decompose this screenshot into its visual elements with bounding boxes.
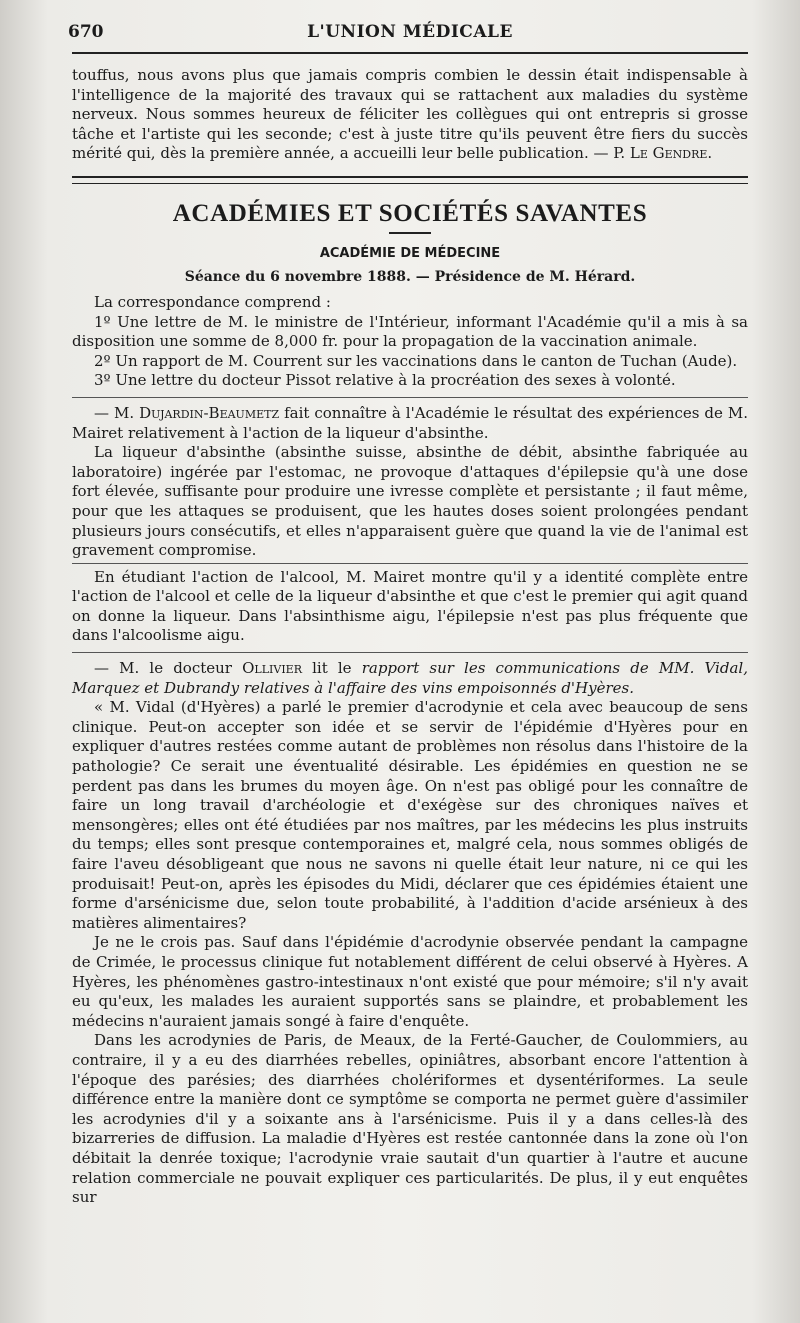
absinthe-paragraph: La liqueur d'absinthe (absinthe suisse, absinthe de débit, absinthe fabriquée au laboratoire) ingérée par l'estomac, ne provoque d'attaques d'épilepsie qu'à une dose fort élevée, suffisante pour produire une ivresse complète et persistante ; il faut même, pour que les attaques se produisent, que les hautes doses soient prolongées pendant plusieurs jours consécutifs, et elles n'apparaisent guère que quand la vie de l'animal est gravement compromise.	[72, 443, 748, 560]
dujardin-lead: — M.	[94, 403, 135, 422]
dujardin-name: Dujardin-Beaumetz	[139, 403, 280, 422]
section-title: ACADÉMIES ET SOCIÉTÉS SAVANTES	[172, 199, 648, 227]
ollivier-mid: lit le	[312, 659, 352, 678]
running-title: L'UNION MÉDICALE	[307, 22, 513, 42]
page-number: 670	[68, 22, 104, 42]
correspondance-item: 2º Un rapport de M. Courrent sur les vaccinations dans le canton de Tuchan (Aude).	[94, 351, 738, 370]
report-paragraph: « M. Vidal (d'Hyères) a parlé le premier d'acrodynie et cela avec beaucoup de sens clinique. Peut-on accepter son idée et se servir de l'épidémie d'Hyères pour en expliquer d'autres restées comme autant de problèmes non résolus dans l'histoire de la pathologie? Ce serait une éventualité désirable. Les épidémies en question ne se perdent pas dans les brumes du moyen âge. On n'est pas obligé pour les connaître de faire un long travail d'archéologie et d'exégèse sur des chroniques naïves et mensongères; elles ont été étudiées par nos maîtres, par les médecins les plus instruits du temps; elles sont presque contemporaines et, malgré cela, nous sommes obligés de faire l'aveu désobligeant que nous ne savons ni quelle était leur nature, ni ce qui les produisait! Peut-on, après les épisodes du Midi, déclarer que ces épidémies étaient une forme d'arsénicisme due, selon toute probabilité, à l'addition d'acide arsénieux à des matières alimentaires?	[72, 698, 748, 932]
section-divider	[72, 176, 748, 184]
dujardin-paragraph	[72, 404, 748, 443]
ollivier-paragraph	[72, 659, 748, 698]
dujardin-text: fait connaître à l'Académie le résultat des expériences de M. Mairet relativement à l'action de la liqueur d'absinthe.	[72, 403, 748, 442]
correspondance-item: 1º Une lettre de M. le ministre de l'Intérieur, informant l'Académie qu'il a mis à sa disposition une somme de 8,000 fr. pour la propagation de la vaccination animale.	[72, 312, 748, 351]
correspondance-heading: La correspondance comprend :	[94, 292, 331, 311]
ollivier-report-title: rapport sur les communications de MM. Vidal, Marquez et Dubrandy relatives à l'affaire des vins empoisonnés d'Hyères.	[72, 659, 748, 697]
intro-text: touffus, nous avons plus que jamais compris combien le dessin était indispensable à l'intelligence de la majorité des travaux qui se rattachent aux maladies du système nerveux. Nous sommes heureux de féliciter les collègues qui ont entrepris si grosse tâche et l'artiste qui les seconde; c'est à juste titre qu'ils peuvent être fiers du succès mérité qui, dès la première année, a accueilli leur belle publication. —	[72, 66, 748, 163]
ollivier-name: Ollivier	[242, 659, 302, 678]
report-paragraph: Dans les acrodynies de Paris, de Meaux, de la Ferté-Gaucher, de Coulommiers, au contraire, il y a eu des diarrhées rebelles, opiniâtres, absorbant encore l'attention à l'époque des parésies; des diarrhées cholériformes et dysentériformes. La seule différence entre la manière dont ce symptôme se comporta ne permet guère d'assimiler les acrodynies d'il y a soixante ans à l'arsénicisme. Puis il y a dans celles-là des bizarreries de diffusion. La maladie d'Hyères est restée cantonnée dans la zone où l'on débitait la denrée toxique; l'acrodynie vraie sautait d'un quartier à l'autre et aucune relation commerciale ne pouvait expliquer ces particularités. De plus, il y eut enquêtes sur	[72, 1031, 748, 1207]
page-header	[68, 0, 748, 54]
ollivier-lead: — M. le docteur	[94, 659, 232, 678]
section-subtitle: ACADÉMIE DE MÉDECINE	[319, 245, 501, 261]
report-paragraph: Je ne le crois pas. Sauf dans l'épidémie d'acrodynie observée pendant la campagne de Crimée, le processus clinique fut notablement différent de celui observé à Hyères. A Hyères, les phénomènes gastro-intestinaux n'ont existé que pour mémoire; s'il n'y avait eu qu'eux, les malades les auraient supportés sans se plaindre, et probablement les médecins n'auraient jamais songé à faire d'enquête.	[72, 933, 748, 1030]
paragraph-separator	[72, 397, 748, 398]
paragraph-separator	[72, 563, 748, 564]
paragraph-separator	[72, 652, 748, 653]
title-underline	[389, 232, 431, 234]
intro-paragraph	[72, 66, 748, 164]
correspondance-item: 3º Une lettre du docteur Pissot relative à la procréation des sexes à volonté.	[94, 371, 676, 390]
intro-signature: P. Le Gendre.	[613, 144, 713, 163]
absinthe-paragraph: En étudiant l'action de l'alcool, M. Mairet montre qu'il y a identité complète entre l'action de l'alcool et celle de la liqueur d'absinthe et que c'est le premier qui agit quand on donne la liqueur. Dans l'absinthisme aigu, l'épilepsie n'est pas plus fréquente que dans l'alcoolisme aigu.	[72, 567, 748, 645]
seance-line: Séance du 6 novembre 1888. — Présidence de M. Hérard.	[184, 268, 636, 285]
